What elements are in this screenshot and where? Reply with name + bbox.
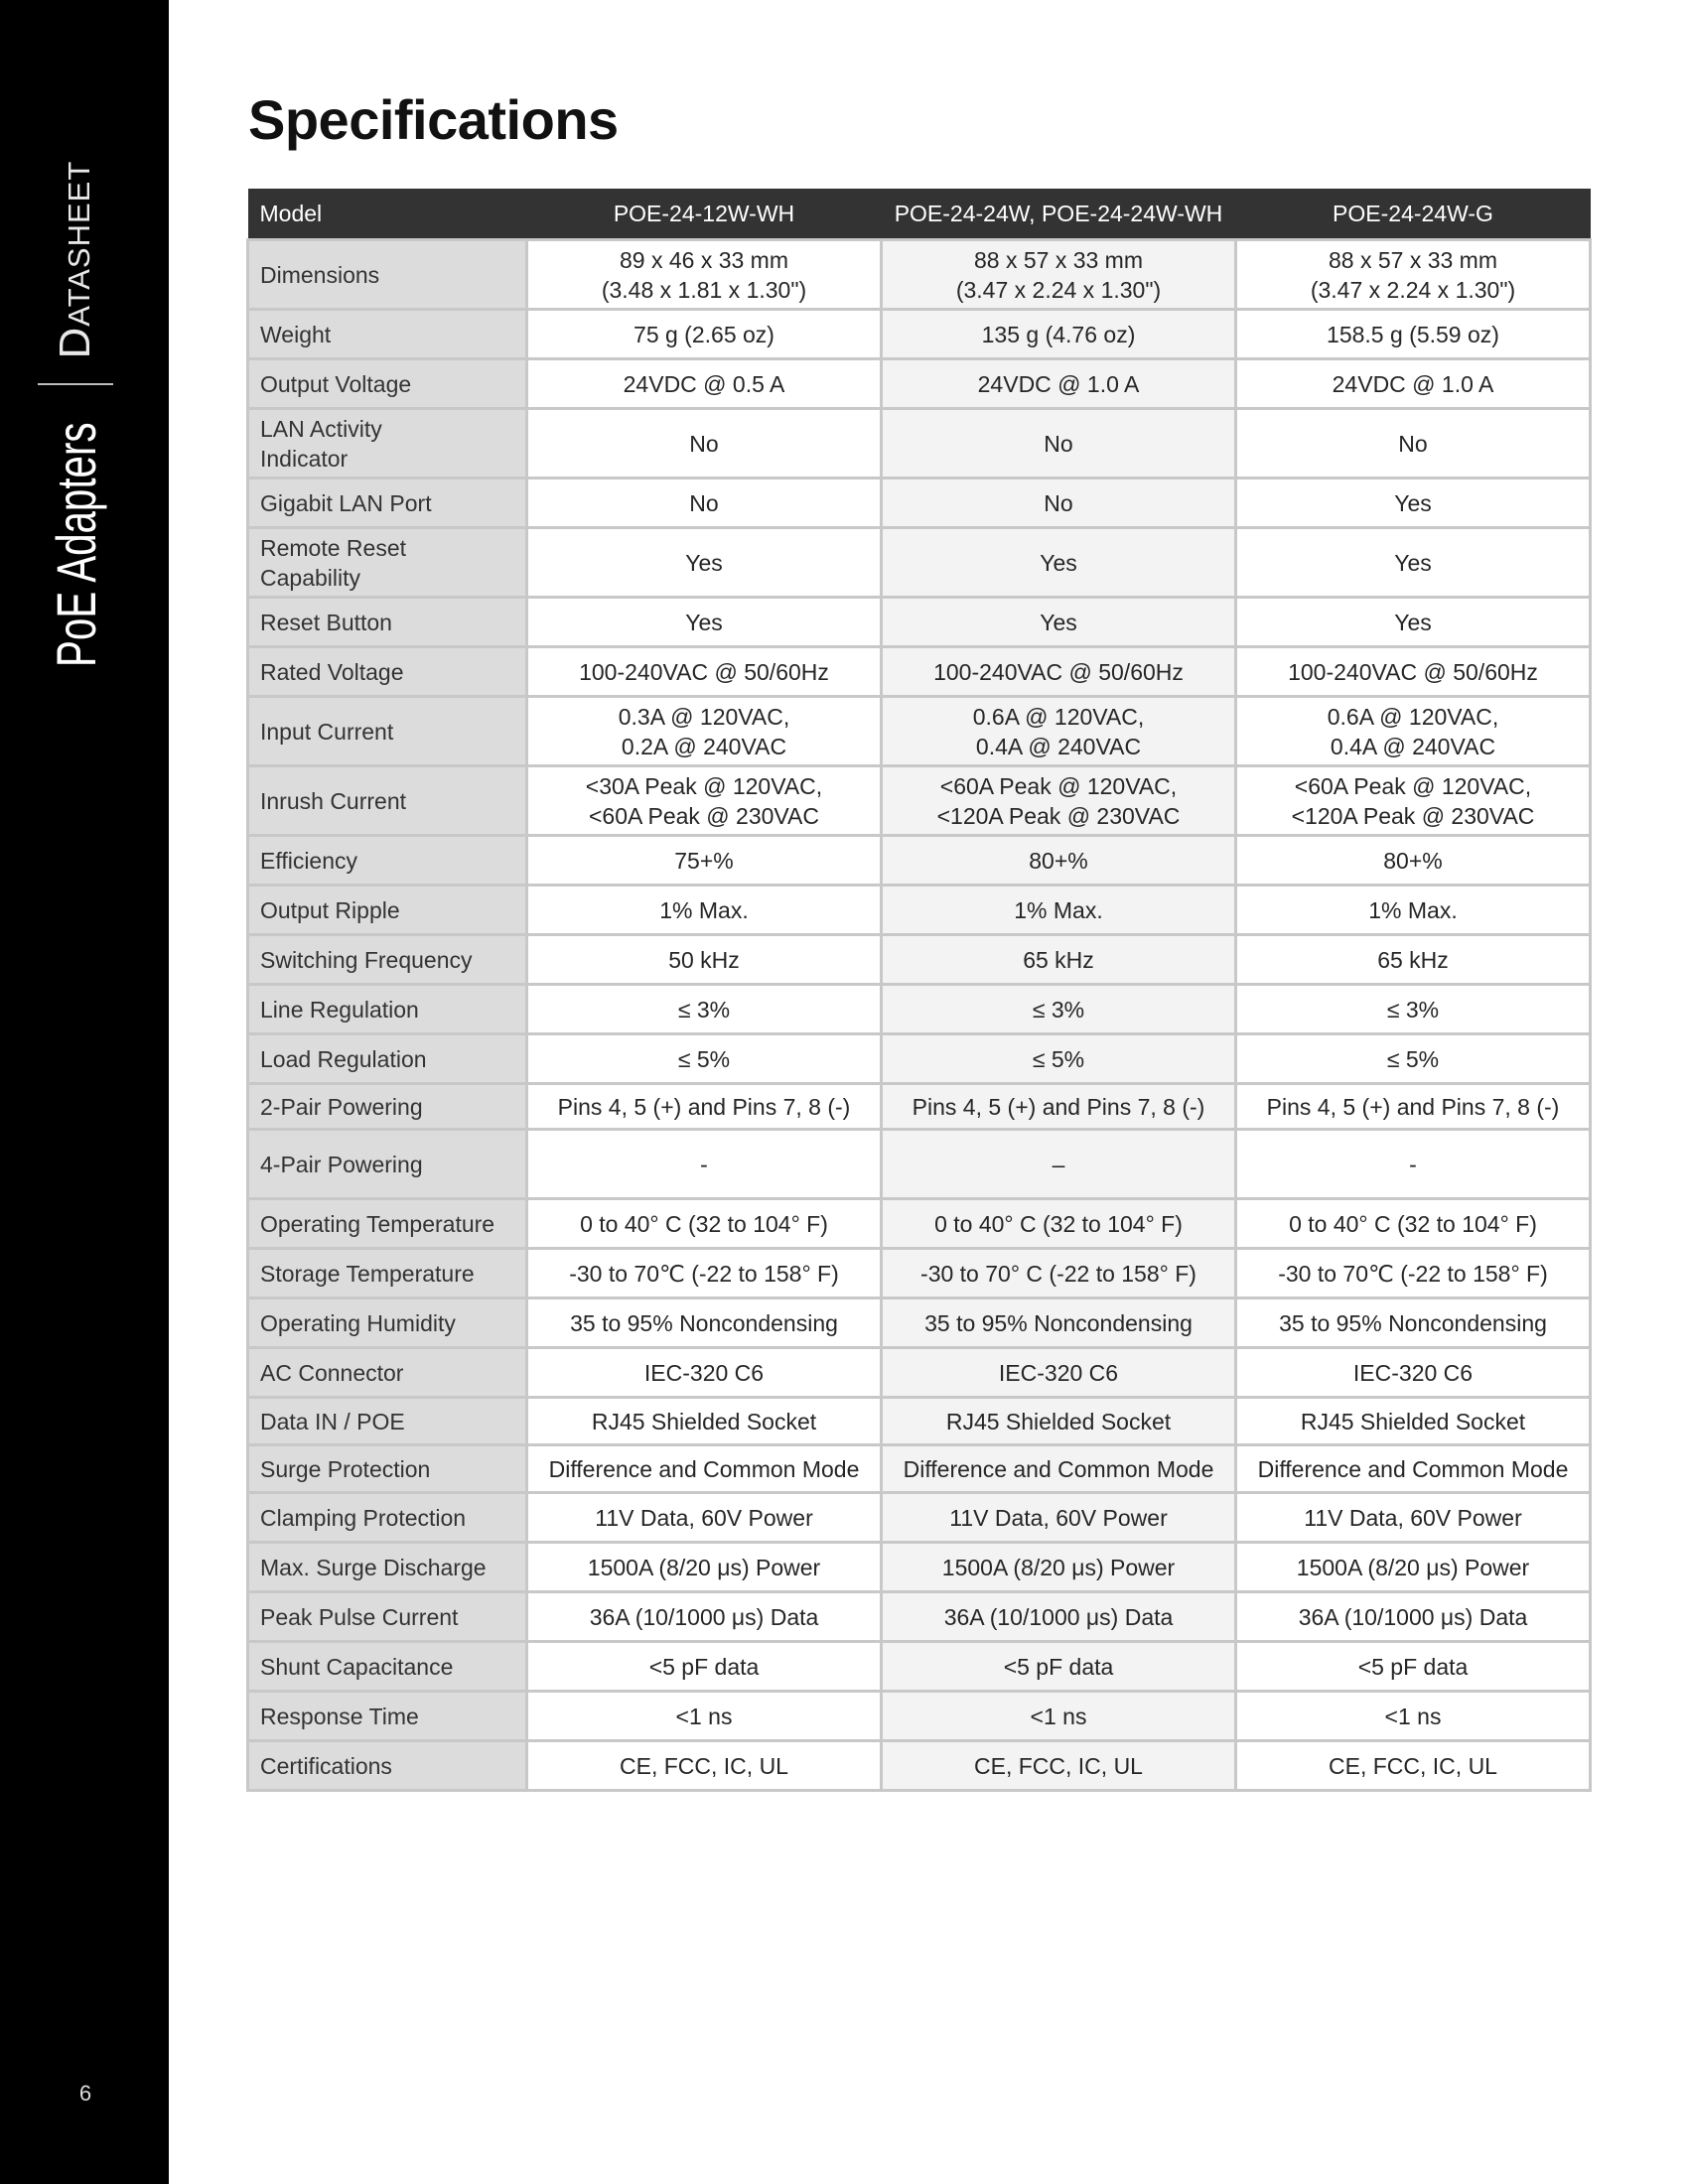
- table-row: [248, 1642, 1591, 1692]
- row-label: LAN Activity Indicator: [248, 409, 527, 478]
- row-label: Line Regulation: [248, 985, 527, 1034]
- table-cell: ≤ 5%: [1236, 1034, 1591, 1084]
- table-cell: 65 kHz: [882, 935, 1236, 985]
- table-cell: 0.6A @ 120VAC, 0.4A @ 240VAC: [1236, 697, 1591, 766]
- table-row: [248, 1249, 1591, 1298]
- row-label: Clamping Protection: [248, 1493, 527, 1543]
- table-cell: ≤ 5%: [527, 1034, 882, 1084]
- table-cell: –: [882, 1130, 1236, 1199]
- table-cell: 0.6A @ 120VAC, 0.4A @ 240VAC: [882, 697, 1236, 766]
- table-cell: -30 to 70℃ (-22 to 158° F): [527, 1249, 882, 1298]
- table-cell: Yes: [882, 528, 1236, 598]
- sidebar-text: [16, 131, 135, 667]
- table-cell: 135 g (4.76 oz): [882, 310, 1236, 359]
- table-row: [248, 598, 1591, 647]
- table-cell: -: [527, 1130, 882, 1199]
- table-cell: RJ45 Shielded Socket: [527, 1398, 882, 1445]
- table-row: [248, 1084, 1591, 1130]
- table-cell: No: [882, 409, 1236, 478]
- table-cell: ≤ 3%: [1236, 985, 1591, 1034]
- row-label: Data IN / POE: [248, 1398, 527, 1445]
- table-cell: 75 g (2.65 oz): [527, 310, 882, 359]
- column-header: POE-24-12W-WH: [527, 189, 882, 240]
- table-cell: <1 ns: [882, 1692, 1236, 1741]
- table-cell: <30A Peak @ 120VAC, <60A Peak @ 230VAC: [527, 766, 882, 836]
- table-cell: 0 to 40° C (32 to 104° F): [527, 1199, 882, 1249]
- table-cell: 0.3A @ 120VAC, 0.2A @ 240VAC: [527, 697, 882, 766]
- table-cell: -30 to 70° C (-22 to 158° F): [882, 1249, 1236, 1298]
- table-cell: 100-240VAC @ 50/60Hz: [527, 647, 882, 697]
- column-header: Model: [248, 189, 527, 240]
- table-cell: No: [527, 409, 882, 478]
- table-row: [248, 886, 1591, 935]
- table-row: [248, 1348, 1591, 1398]
- row-label: Output Voltage: [248, 359, 527, 409]
- table-cell: 1500A (8/20 μs) Power: [1236, 1543, 1591, 1592]
- table-cell: ≤ 5%: [882, 1034, 1236, 1084]
- column-header: POE-24-24W-G: [1236, 189, 1591, 240]
- row-label: Operating Temperature: [248, 1199, 527, 1249]
- row-label: Peak Pulse Current: [248, 1592, 527, 1642]
- table-cell: Difference and Common Mode: [527, 1445, 882, 1493]
- table-cell: CE, FCC, IC, UL: [527, 1741, 882, 1791]
- table-row: [248, 985, 1591, 1034]
- row-label: Weight: [248, 310, 527, 359]
- table-cell: 100-240VAC @ 50/60Hz: [1236, 647, 1591, 697]
- table-cell: Yes: [882, 598, 1236, 647]
- table-row: [248, 528, 1591, 598]
- table-cell: <5 pF data: [527, 1642, 882, 1692]
- table-cell: 11V Data, 60V Power: [882, 1493, 1236, 1543]
- table-cell: Pins 4, 5 (+) and Pins 7, 8 (-): [1236, 1084, 1591, 1130]
- table-cell: Yes: [1236, 478, 1591, 528]
- row-label: Reset Button: [248, 598, 527, 647]
- table-cell: ≤ 3%: [527, 985, 882, 1034]
- table-cell: 35 to 95% Noncondensing: [527, 1298, 882, 1348]
- table-cell: 158.5 g (5.59 oz): [1236, 310, 1591, 359]
- table-cell: 88 x 57 x 33 mm (3.47 x 2.24 x 1.30"): [1236, 240, 1591, 310]
- row-label: Efficiency: [248, 836, 527, 886]
- table-cell: 35 to 95% Noncondensing: [1236, 1298, 1591, 1348]
- row-label: Inrush Current: [248, 766, 527, 836]
- table-cell: No: [882, 478, 1236, 528]
- table-header-row: [248, 189, 1591, 240]
- row-label: Surge Protection: [248, 1445, 527, 1493]
- table-cell: <5 pF data: [882, 1642, 1236, 1692]
- table-cell: Yes: [527, 598, 882, 647]
- row-label: 4-Pair Powering: [248, 1130, 527, 1199]
- table-row: [248, 935, 1591, 985]
- row-label: Input Current: [248, 697, 527, 766]
- table-cell: ≤ 3%: [882, 985, 1236, 1034]
- spec-table: [246, 189, 1592, 1792]
- row-label: Gigabit LAN Port: [248, 478, 527, 528]
- table-cell: RJ45 Shielded Socket: [882, 1398, 1236, 1445]
- table-row: [248, 1034, 1591, 1084]
- table-cell: 24VDC @ 0.5 A: [527, 359, 882, 409]
- row-label: Dimensions: [248, 240, 527, 310]
- table-cell: No: [527, 478, 882, 528]
- table-cell: Difference and Common Mode: [882, 1445, 1236, 1493]
- table-cell: RJ45 Shielded Socket: [1236, 1398, 1591, 1445]
- row-label: Switching Frequency: [248, 935, 527, 985]
- table-cell: CE, FCC, IC, UL: [882, 1741, 1236, 1791]
- table-cell: 36A (10/1000 μs) Data: [1236, 1592, 1591, 1642]
- table-cell: Difference and Common Mode: [1236, 1445, 1591, 1493]
- table-cell: 35 to 95% Noncondensing: [882, 1298, 1236, 1348]
- table-cell: CE, FCC, IC, UL: [1236, 1741, 1591, 1791]
- table-cell: <5 pF data: [1236, 1642, 1591, 1692]
- table-cell: 80+%: [1236, 836, 1591, 886]
- table-cell: 100-240VAC @ 50/60Hz: [882, 647, 1236, 697]
- table-cell: 36A (10/1000 μs) Data: [882, 1592, 1236, 1642]
- table-cell: IEC-320 C6: [882, 1348, 1236, 1398]
- table-cell: 36A (10/1000 μs) Data: [527, 1592, 882, 1642]
- table-row: [248, 1130, 1591, 1199]
- row-label: Operating Humidity: [248, 1298, 527, 1348]
- table-row: [248, 409, 1591, 478]
- table-cell: 80+%: [882, 836, 1236, 886]
- table-row: [248, 1543, 1591, 1592]
- table-row: [248, 478, 1591, 528]
- table-cell: <1 ns: [527, 1692, 882, 1741]
- row-label: Max. Surge Discharge: [248, 1543, 527, 1592]
- table-cell: 1% Max.: [1236, 886, 1591, 935]
- table-cell: -: [1236, 1130, 1591, 1199]
- table-cell: 65 kHz: [1236, 935, 1591, 985]
- row-label: Shunt Capacitance: [248, 1642, 527, 1692]
- row-label: Response Time: [248, 1692, 527, 1741]
- sidebar-title: PoE Adapters: [44, 422, 107, 667]
- table-cell: Pins 4, 5 (+) and Pins 7, 8 (-): [882, 1084, 1236, 1130]
- row-label: 2-Pair Powering: [248, 1084, 527, 1130]
- table-row: [248, 1692, 1591, 1741]
- table-row: [248, 240, 1591, 310]
- table-cell: 1% Max.: [882, 886, 1236, 935]
- column-header: POE-24-24W, POE-24-24W-WH: [882, 189, 1236, 240]
- table-cell: 1% Max.: [527, 886, 882, 935]
- page-title: Specifications: [248, 88, 619, 151]
- row-label: Storage Temperature: [248, 1249, 527, 1298]
- sidebar: [0, 0, 169, 2184]
- row-label: Load Regulation: [248, 1034, 527, 1084]
- table-cell: <60A Peak @ 120VAC, <120A Peak @ 230VAC: [882, 766, 1236, 836]
- table-cell: Yes: [1236, 598, 1591, 647]
- table-cell: 1500A (8/20 μs) Power: [882, 1543, 1236, 1592]
- table-row: [248, 647, 1591, 697]
- table-cell: 50 kHz: [527, 935, 882, 985]
- table-cell: Yes: [1236, 528, 1591, 598]
- table-cell: No: [1236, 409, 1591, 478]
- table-cell: 89 x 46 x 33 mm (3.48 x 1.81 x 1.30"): [527, 240, 882, 310]
- row-label: Certifications: [248, 1741, 527, 1791]
- table-row: [248, 1493, 1591, 1543]
- table-row: [248, 1199, 1591, 1249]
- table-cell: Pins 4, 5 (+) and Pins 7, 8 (-): [527, 1084, 882, 1130]
- table-cell: 24VDC @ 1.0 A: [1236, 359, 1591, 409]
- table-cell: 0 to 40° C (32 to 104° F): [882, 1199, 1236, 1249]
- table-row: [248, 310, 1591, 359]
- table-cell: IEC-320 C6: [527, 1348, 882, 1398]
- table-cell: 88 x 57 x 33 mm (3.47 x 2.24 x 1.30"): [882, 240, 1236, 310]
- table-cell: -30 to 70℃ (-22 to 158° F): [1236, 1249, 1591, 1298]
- row-label: AC Connector: [248, 1348, 527, 1398]
- sidebar-subtitle: Datasheet: [51, 160, 99, 359]
- table-body: [248, 240, 1591, 1791]
- sidebar-divider: [38, 383, 113, 385]
- table-cell: 75+%: [527, 836, 882, 886]
- row-label: Rated Voltage: [248, 647, 527, 697]
- table-row: [248, 1398, 1591, 1445]
- table-cell: 11V Data, 60V Power: [1236, 1493, 1591, 1543]
- table-row: [248, 836, 1591, 886]
- table-row: [248, 697, 1591, 766]
- table-row: [248, 1445, 1591, 1493]
- table-cell: 11V Data, 60V Power: [527, 1493, 882, 1543]
- table-cell: <1 ns: [1236, 1692, 1591, 1741]
- row-label: Output Ripple: [248, 886, 527, 935]
- page-number: 6: [78, 2081, 92, 2106]
- table-cell: <60A Peak @ 120VAC, <120A Peak @ 230VAC: [1236, 766, 1591, 836]
- table-row: [248, 359, 1591, 409]
- table-row: [248, 1741, 1591, 1791]
- table-row: [248, 1298, 1591, 1348]
- table-row: [248, 766, 1591, 836]
- row-label: Remote Reset Capability: [248, 528, 527, 598]
- table-cell: 24VDC @ 1.0 A: [882, 359, 1236, 409]
- table-cell: 1500A (8/20 μs) Power: [527, 1543, 882, 1592]
- table-row: [248, 1592, 1591, 1642]
- table-cell: IEC-320 C6: [1236, 1348, 1591, 1398]
- table-cell: Yes: [527, 528, 882, 598]
- table-cell: 0 to 40° C (32 to 104° F): [1236, 1199, 1591, 1249]
